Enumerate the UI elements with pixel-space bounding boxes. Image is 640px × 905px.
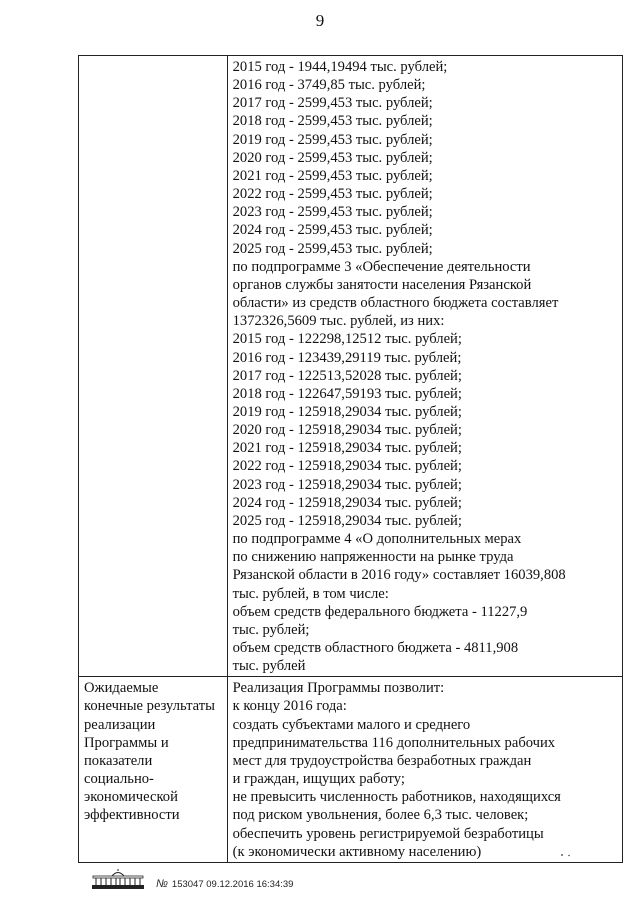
text-line: социально- <box>84 771 154 788</box>
text-line: конечные результаты <box>84 698 215 715</box>
text-line: объем средств областного бюджета - 4811,908 <box>232 640 519 656</box>
text-line: Рязанской области в 2016 году» составляет 16039,808 <box>232 567 566 584</box>
scan-mark <box>560 853 572 857</box>
text-line: показатели <box>84 752 153 769</box>
text-line: 2017 год - 122513,52028 тыс. рублей; <box>232 367 462 384</box>
text-line: под риском увольнения, более 6,3 тыс. человек; <box>232 807 529 824</box>
text-line: и граждан, ищущих работу; <box>232 771 405 788</box>
program-passport-table <box>78 55 623 863</box>
text-line: 2024 год - 125918,29034 тыс. рублей; <box>232 494 462 511</box>
text-line: 2015 год - 122298,12512 тыс. рублей; <box>232 331 462 348</box>
text-line: экономической <box>84 789 178 806</box>
text-line: области» из средств областного бюджета составляет <box>232 295 559 312</box>
number-sign: № <box>156 878 168 890</box>
parliament-building-logo <box>90 868 146 890</box>
document-footer <box>90 868 293 890</box>
text-line: 2025 год - 2599,453 тыс. рублей; <box>232 240 433 257</box>
text-line: органов службы занятости населения Рязанской <box>232 276 532 293</box>
text-line: по снижению напряженности на рынке труда <box>232 549 514 566</box>
text-line: создать субъектами малого и среднего <box>232 716 471 733</box>
text-line: 2020 год - 125918,29034 тыс. рублей; <box>232 422 462 439</box>
text-line: тыс. рублей, в том числе: <box>232 585 389 602</box>
text-line: по подпрограмме 4 «О дополнительных мерах <box>232 531 522 548</box>
document-stamp <box>156 878 293 890</box>
row2-left-lines <box>84 679 223 824</box>
text-line: к концу 2016 года: <box>232 698 347 715</box>
text-line: обеспечить уровень регистрируемой безработицы <box>232 825 544 842</box>
text-line: 2018 год - 2599,453 тыс. рублей; <box>232 113 433 130</box>
text-line: предпринимательства 116 дополнительных рабочих <box>232 734 556 751</box>
text-line: 2017 год - 2599,453 тыс. рублей; <box>232 95 433 112</box>
text-line: не превысить численность работников, находящихся <box>232 789 561 806</box>
text-line: 2021 год - 125918,29034 тыс. рублей; <box>232 440 462 457</box>
row2-left-cell <box>79 677 228 863</box>
text-line: (к экономически активному населению) <box>232 843 482 860</box>
page-number: 9 <box>315 11 325 30</box>
row1-right-cell <box>227 56 622 677</box>
text-line: тыс. рублей; <box>232 621 310 638</box>
table-row-funding <box>79 56 623 677</box>
text-line: эффективности <box>84 807 180 824</box>
row2-right-cell <box>227 677 622 863</box>
text-line: по подпрограмме 3 «Обеспечение деятельности <box>232 258 531 275</box>
text-line: 2019 год - 125918,29034 тыс. рублей; <box>232 403 462 420</box>
text-line: 2015 год - 1944,19494 тыс. рублей; <box>232 59 448 75</box>
text-line: Реализация Программы позволит: <box>232 680 445 697</box>
text-line: 1372326,5609 тыс. рублей, из них: <box>232 313 445 330</box>
text-line: реализации <box>84 716 156 733</box>
text-line: 2025 год - 125918,29034 тыс. рублей; <box>232 512 462 529</box>
text-line: 2016 год - 123439,29119 тыс. рублей; <box>232 349 462 366</box>
document-stamp-text: 153047 09.12.2016 16:34:39 <box>171 879 294 890</box>
text-line: 2021 год - 2599,453 тыс. рублей; <box>232 167 433 184</box>
row2-right-lines <box>233 679 618 861</box>
text-line: 2019 год - 2599,453 тыс. рублей; <box>232 131 433 148</box>
text-line: 2016 год - 3749,85 тыс. рублей; <box>232 77 426 94</box>
text-line: 2018 год - 122647,59193 тыс. рублей; <box>232 385 462 402</box>
text-line: Программы и <box>84 734 169 751</box>
row1-right-lines <box>233 58 618 675</box>
table-row-expected-results <box>79 677 623 863</box>
text-line: 2020 год - 2599,453 тыс. рублей; <box>232 149 433 166</box>
text-line: тыс. рублей <box>232 658 306 675</box>
text-line: 2024 год - 2599,453 тыс. рублей; <box>232 222 433 239</box>
text-line: 2022 год - 125918,29034 тыс. рублей; <box>232 458 462 475</box>
text-line: мест для трудоустройства безработных граждан <box>232 752 532 769</box>
text-line: 2023 год - 125918,29034 тыс. рублей; <box>232 476 462 493</box>
text-line: Ожидаемые <box>84 680 159 697</box>
row1-left-cell <box>79 56 228 677</box>
text-line: 2023 год - 2599,453 тыс. рублей; <box>232 204 433 221</box>
text-line: объем средств федерального бюджета - 11227,9 <box>232 603 528 620</box>
text-line: 2022 год - 2599,453 тыс. рублей; <box>232 186 433 203</box>
